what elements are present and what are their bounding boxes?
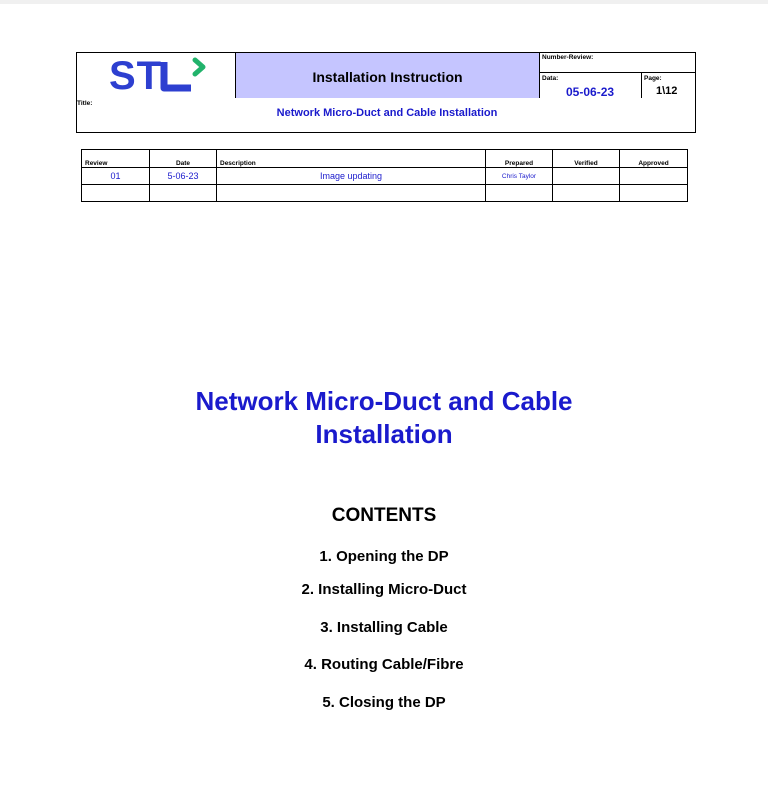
header-title-value: Network Micro-Duct and Cable Installation <box>276 107 498 119</box>
cell-description: Image updating <box>217 168 486 185</box>
svg-text:ST: ST <box>109 55 163 95</box>
col-header-verified: Verified <box>553 150 620 168</box>
toc-item-installing-micro-duct: 2. Installing Micro-Duct <box>301 581 467 598</box>
cell-prepared <box>486 185 553 202</box>
cell-approved <box>620 168 688 185</box>
revision-table <box>81 149 688 202</box>
col-header-prepared: Prepared <box>486 150 553 168</box>
date-value: 05-06-23 <box>566 85 615 99</box>
cell-description <box>217 185 486 202</box>
number-review-cell <box>540 53 696 73</box>
document-header <box>76 52 696 133</box>
table-row <box>82 185 688 202</box>
col-header-description: Description <box>217 150 486 168</box>
page-cell <box>641 73 697 98</box>
document-title-line-2: Installation <box>315 419 453 449</box>
toc-item-closing-dp: 5. Closing the DP <box>322 694 446 711</box>
cell-review <box>82 185 150 202</box>
contents-heading: CONTENTS <box>331 505 437 526</box>
document-title <box>170 385 598 451</box>
col-header-approved: Approved <box>620 150 688 168</box>
cell-date <box>150 185 217 202</box>
doc-meta <box>539 53 696 98</box>
cell-prepared: Chris Taylor <box>486 168 553 185</box>
col-header-review: Review <box>82 150 150 168</box>
toc-item-opening-dp: 1. Opening the DP <box>319 548 449 565</box>
company-logo <box>109 55 219 95</box>
table-row <box>82 168 688 185</box>
cell-approved <box>620 185 688 202</box>
toc-item-routing-cable-fibre: 4. Routing Cable/Fibre <box>304 656 464 673</box>
cell-verified <box>553 168 620 185</box>
logo-cell <box>77 53 236 98</box>
toc-item-installing-cable: 3. Installing Cable <box>320 619 448 636</box>
doc-type-cell <box>236 53 539 98</box>
number-review-label: Number-Review: <box>542 54 594 61</box>
page-top-edge <box>0 0 768 4</box>
cell-verified <box>553 185 620 202</box>
page-label: Page: <box>644 75 662 82</box>
date-label: Data: <box>542 75 559 82</box>
page-value: 1\12 <box>656 85 678 97</box>
cell-date: 5-06-23 <box>150 168 217 185</box>
revision-header-row <box>82 150 688 168</box>
date-cell <box>540 73 641 98</box>
document-title-line-1: Network Micro-Duct and Cable <box>195 386 573 416</box>
cell-review: 01 <box>82 168 150 185</box>
title-label: Title: <box>77 100 93 107</box>
doc-type: Installation Instruction <box>312 69 463 85</box>
col-header-date: Date <box>150 150 217 168</box>
